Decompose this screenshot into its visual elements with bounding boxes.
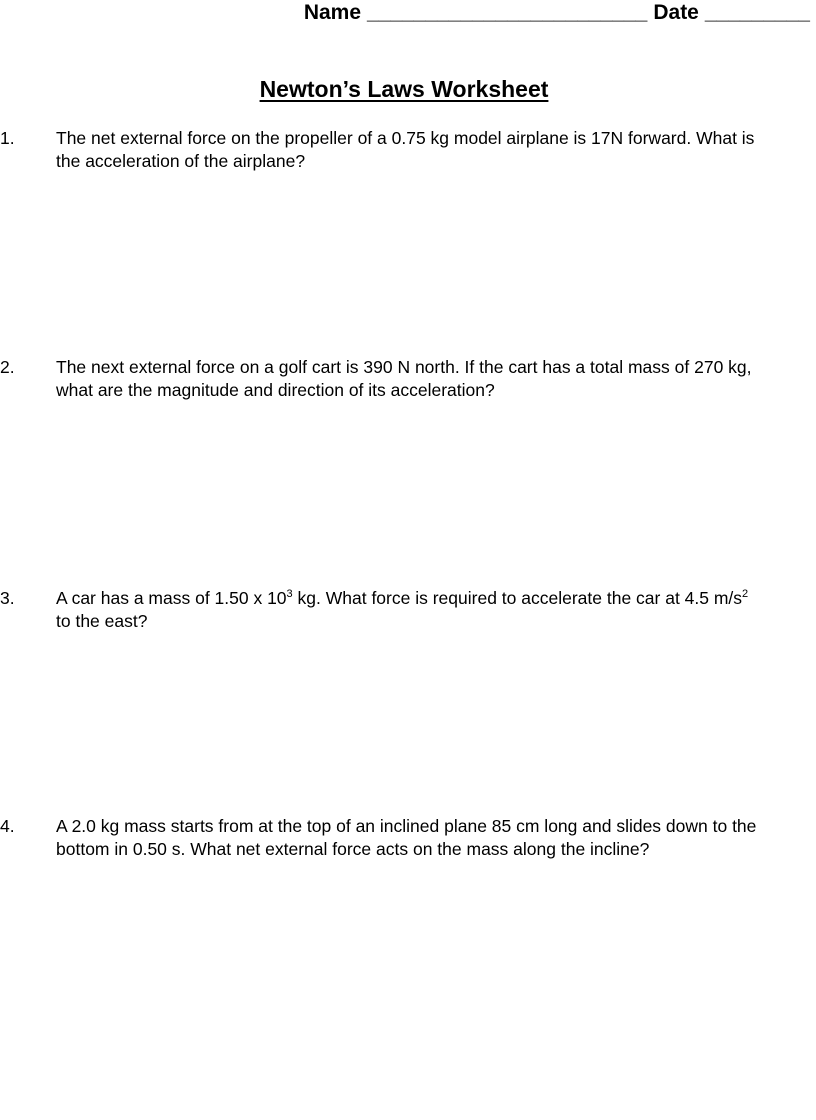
question-text (56, 356, 808, 402)
name-blank[interactable]: ________________________ (367, 1, 648, 24)
question-number: 3. (0, 588, 15, 608)
question-number: 1. (0, 128, 15, 148)
exponent: 3 (286, 588, 293, 600)
question-text-segment: A car has a mass of 1.50 x 10 (56, 588, 287, 608)
question-text-line: The next external force on a golf cart is 390 N north. If the cart has a total mass of 270 kg, (56, 357, 752, 377)
question-text-line: what are the magnitude and direction of its acceleration? (56, 380, 495, 400)
question-text-line: to the east? (56, 611, 148, 631)
question-number: 4. (0, 816, 15, 836)
question-text-line (56, 587, 808, 610)
name-date-header (304, 0, 810, 26)
name-label: Name (303, 1, 362, 24)
question-text (56, 587, 808, 633)
question-text-line: the acceleration of the airplane? (56, 151, 306, 171)
exponent: 2 (742, 588, 749, 600)
question-text-line: A 2.0 kg mass starts from at the top of an inclined plane 85 cm long and slides down to the (56, 816, 757, 836)
question-text-line: bottom in 0.50 s. What net external force acts on the mass along the incline? (56, 839, 650, 859)
question-text (56, 127, 808, 173)
question-text-segment: kg. What force is required to accelerate the car at 4.5 m/s (292, 588, 743, 608)
question-text-line: The net external force on the propeller of a 0.75 kg model airplane is 17N forward. What is (56, 128, 755, 148)
date-label: Date (653, 1, 699, 24)
question-text (56, 815, 808, 861)
worksheet-title: Newton’s Laws Worksheet (259, 76, 549, 102)
question-number: 2. (0, 357, 15, 377)
date-blank[interactable]: _________ (704, 1, 810, 24)
